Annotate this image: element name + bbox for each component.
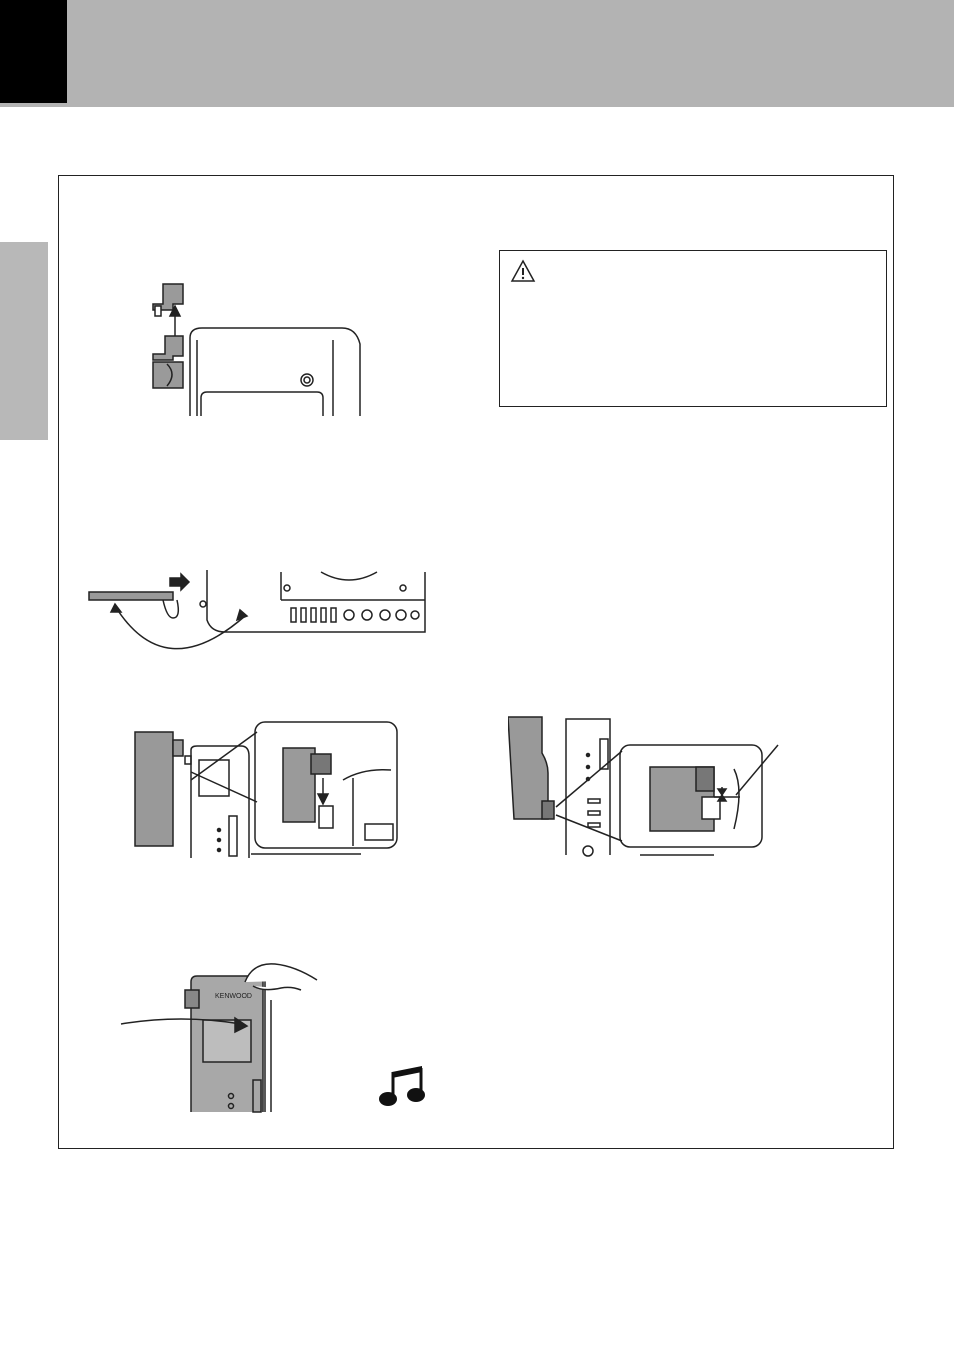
warning-triangle-icon	[510, 259, 536, 283]
figure-side-bracket-detail	[133, 720, 399, 860]
figure-install-panel	[115, 960, 325, 1114]
music-note-icon	[378, 1064, 426, 1108]
header-bar	[0, 0, 954, 107]
figure-lift-bracket	[135, 280, 365, 420]
brand-logo: KENWOOD	[215, 993, 252, 1000]
caution-box	[499, 250, 887, 407]
figure-bracket-alignment-detail	[508, 715, 798, 863]
header-corner-block	[0, 0, 67, 103]
figure-attach-panel	[85, 570, 435, 665]
side-tab	[0, 242, 48, 440]
